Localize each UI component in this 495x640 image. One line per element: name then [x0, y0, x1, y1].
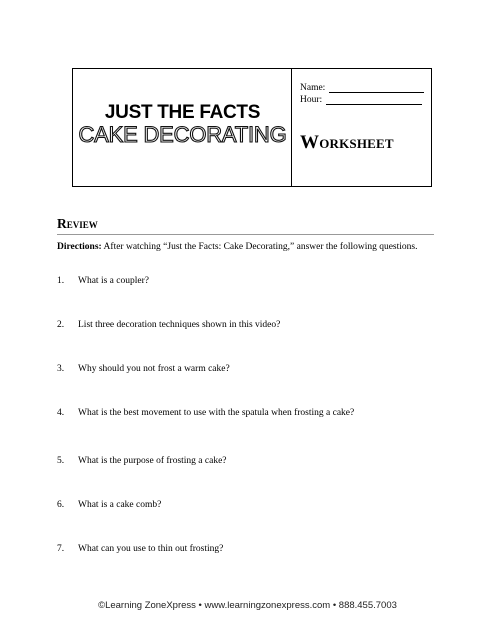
- question-number: 2.: [57, 320, 65, 330]
- question-number: 6.: [57, 500, 65, 510]
- question-text: What can you use to thin out frosting?: [78, 544, 224, 554]
- name-field: [300, 83, 424, 93]
- topic-title: CAKE DECORATING: [78, 122, 287, 147]
- name-blank-line: [329, 83, 424, 93]
- question-item: [57, 276, 149, 286]
- question-item: [57, 408, 354, 418]
- hour-field: [300, 95, 422, 105]
- question-text: Why should you not frost a warm cake?: [78, 364, 230, 374]
- hour-label: Hour:: [300, 95, 323, 105]
- directions-text: After watching “Just the Facts: Cake Decorating,” answer the following questions.: [101, 242, 418, 252]
- question-item: [57, 456, 227, 466]
- question-number: 1.: [57, 276, 65, 286]
- question-number: 7.: [57, 544, 65, 554]
- title-panel: [73, 69, 292, 186]
- question-item: [57, 544, 223, 554]
- series-title: JUST THE FACTS: [104, 102, 261, 123]
- question-item: [57, 320, 280, 330]
- directions-label: Directions:: [57, 242, 102, 252]
- worksheet-title: Worksheet: [300, 132, 394, 153]
- footer-credits: ©Learning ZoneXpress • www.learningzonexpress.com • 888.455.7003: [98, 600, 397, 611]
- info-panel: [292, 69, 431, 186]
- question-text: What is a coupler?: [78, 276, 149, 286]
- directions: [57, 241, 427, 253]
- question-item: [57, 500, 161, 510]
- header-box: [72, 68, 432, 187]
- question-number: 4.: [57, 408, 65, 418]
- question-number: 5.: [57, 456, 65, 466]
- review-heading: Review: [57, 216, 98, 231]
- hour-blank-line: [326, 95, 422, 105]
- question-text: List three decoration techniques shown in this video?: [78, 320, 281, 330]
- name-label: Name:: [300, 83, 326, 93]
- question-item: [57, 364, 230, 374]
- question-text: What is the best movement to use with the spatula when frosting a cake?: [78, 408, 355, 418]
- question-number: 3.: [57, 364, 65, 374]
- question-text: What is a cake comb?: [78, 500, 162, 510]
- review-divider: [57, 234, 434, 235]
- question-text: What is the purpose of frosting a cake?: [78, 456, 227, 466]
